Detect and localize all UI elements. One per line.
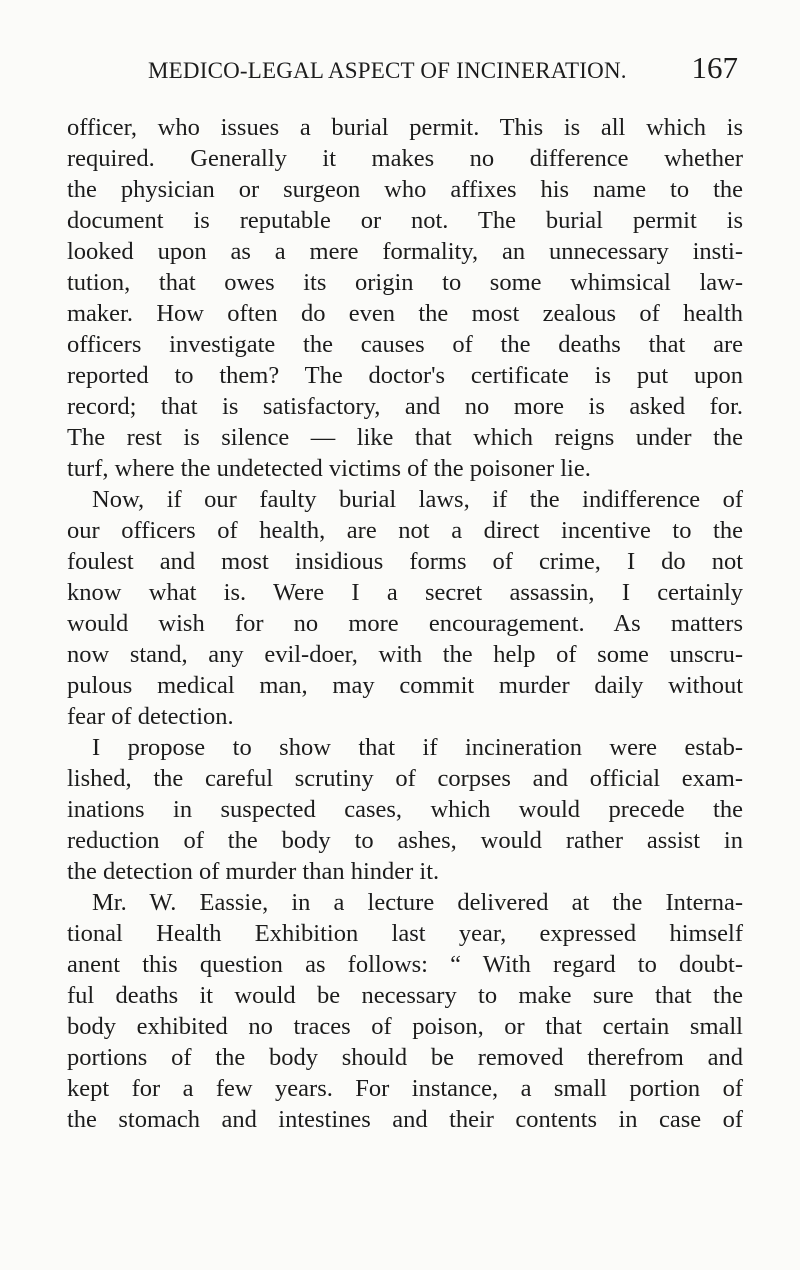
paragraph-start-line: Mr. W. Eassie, in a lecture delivered at the Interna- xyxy=(92,889,743,916)
text-line: now stand, any evil-doer, with the help of some unscru- xyxy=(67,641,743,668)
text-line: officer, who issues a burial permit. This is all which is xyxy=(67,114,743,141)
text-line: body exhibited no traces of poison, or that certain small xyxy=(67,1013,743,1040)
text-line: record; that is satisfactory, and no more is asked for. xyxy=(67,393,743,420)
body-text xyxy=(67,112,743,1135)
text-line: anent this question as follows: “ With regard to doubt- xyxy=(67,951,743,978)
text-line: tution, that owes its origin to some whimsical law- xyxy=(67,269,743,296)
text-line: reduction of the body to ashes, would rather assist in xyxy=(67,827,743,854)
text-line: turf, where the undetected victims of the poisoner lie. xyxy=(67,455,591,482)
text-line: the stomach and intestines and their contents in case of xyxy=(67,1106,743,1133)
text-line: inations in suspected cases, which would precede the xyxy=(67,796,743,823)
running-title: MEDICO-LEGAL ASPECT OF INCINERATION. xyxy=(148,58,627,83)
text-line: tional Health Exhibition last year, expressed himself xyxy=(67,920,743,947)
text-line: pulous medical man, may commit murder daily without xyxy=(67,672,743,699)
text-line: officers investigate the causes of the deaths that are xyxy=(67,331,743,358)
paragraph-start-line: I propose to show that if incineration were estab- xyxy=(92,734,743,761)
text-line: maker. How often do even the most zealous of health xyxy=(67,300,743,327)
text-line: fear of detection. xyxy=(67,703,234,730)
text-line: looked upon as a mere formality, an unnecessary insti- xyxy=(67,238,743,265)
text-line: reported to them? The doctor's certificate is put upon xyxy=(67,362,743,389)
text-line: the detection of murder than hinder it. xyxy=(67,858,440,885)
text-line: our officers of health, are not a direct incentive to the xyxy=(67,517,743,544)
text-line: ful deaths it would be necessary to make sure that the xyxy=(67,982,743,1009)
text-line: portions of the body should be removed therefrom and xyxy=(67,1044,743,1071)
paragraph-start-line: Now, if our faulty burial laws, if the indifference of xyxy=(92,486,743,513)
page-number: 167 xyxy=(691,50,738,85)
text-line: lished, the careful scrutiny of corpses and official exam- xyxy=(67,765,743,792)
text-line: The rest is silence — like that which reigns under the xyxy=(67,424,743,451)
text-line: would wish for no more encouragement. As matters xyxy=(67,610,743,637)
text-line: document is reputable or not. The burial permit is xyxy=(67,207,743,234)
text-line: the physician or surgeon who affixes his name to the xyxy=(67,176,743,203)
running-header xyxy=(66,50,738,96)
text-line: foulest and most insidious forms of crime, I do not xyxy=(67,548,743,575)
text-line: know what is. Were I a secret assassin, I certainly xyxy=(67,579,743,606)
text-line: kept for a few years. For instance, a small portion of xyxy=(67,1075,743,1102)
text-line: required. Generally it makes no difference whether xyxy=(67,145,743,172)
